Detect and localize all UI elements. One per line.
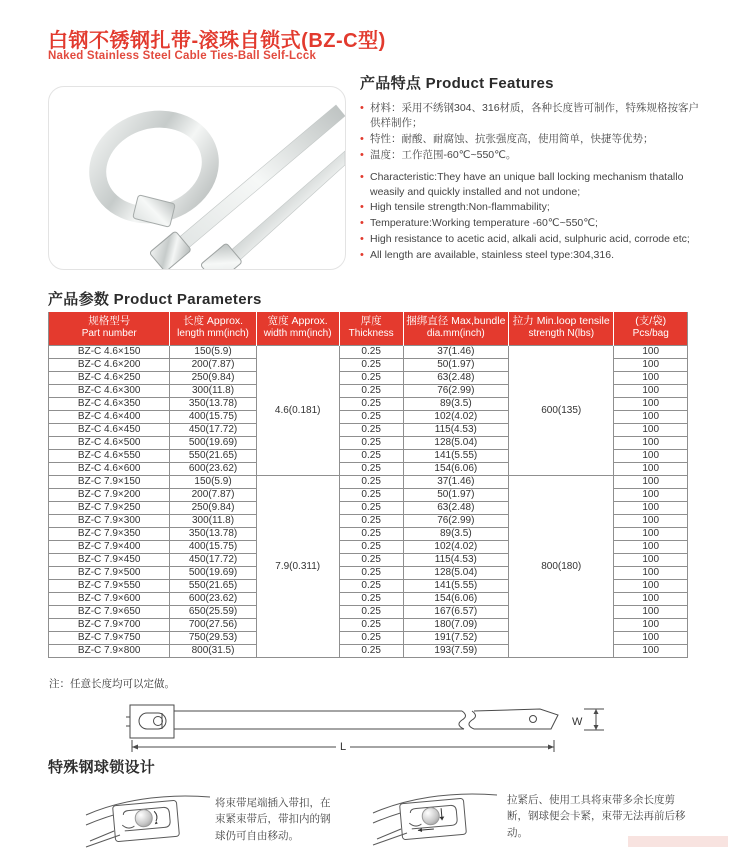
table-cell: 100: [614, 462, 688, 475]
table-cell: 100: [614, 605, 688, 618]
part-number-cell: BZ-C 4.6×450: [49, 423, 170, 436]
part-number-cell: BZ-C 7.9×550: [49, 579, 170, 592]
table-cell: 0.25: [339, 592, 403, 605]
part-number-cell: BZ-C 4.6×350: [49, 397, 170, 410]
part-number-cell: BZ-C 7.9×250: [49, 501, 170, 514]
feature-text: Temperature:Working temperature -60℃~550℃;: [370, 217, 598, 230]
table-cell: 250(9.84): [170, 371, 256, 384]
table-cell: 550(21.65): [170, 449, 256, 462]
table-cell: 100: [614, 436, 688, 449]
parameters-heading: 产品参数 Product Parameters: [48, 291, 262, 308]
part-number-cell: BZ-C 7.9×700: [49, 618, 170, 631]
table-body: [49, 345, 688, 657]
table-cell: 100: [614, 488, 688, 501]
table-cell: 100: [614, 618, 688, 631]
table-cell: 141(5.55): [403, 449, 508, 462]
ball-lock-step-1-caption: 将束带尾端插入带扣，在束紧束带后，带扣内的钢球仍可自由移动。: [215, 797, 331, 842]
table-cell: 0.25: [339, 358, 403, 371]
table-cell: 37(1.46): [403, 345, 508, 358]
table-cell: 500(19.69): [170, 436, 256, 449]
table-cell: 102(4.02): [403, 410, 508, 423]
table-cell: 167(6.57): [403, 605, 508, 618]
feature-item: [360, 132, 702, 147]
table-cell: 400(15.75): [170, 410, 256, 423]
table-cell: 115(4.53): [403, 553, 508, 566]
feature-text: 温度：工作范围-60℃~550℃。: [370, 148, 517, 161]
part-number-cell: BZ-C 4.6×150: [49, 345, 170, 358]
features-section: [360, 72, 702, 264]
table-cell: 600(23.62): [170, 462, 256, 475]
features-list: [360, 101, 702, 263]
table-cell: 100: [614, 631, 688, 644]
feature-item: [360, 232, 702, 247]
part-number-cell: BZ-C 4.6×550: [49, 449, 170, 462]
feature-text: All length are available, stainless steel type:304,316.: [370, 249, 614, 262]
feature-item: [360, 216, 702, 231]
page-title: 白钢不锈钢扎带-滚珠自锁式(BZ-C型): [48, 30, 386, 52]
part-number-cell: BZ-C 4.6×500: [49, 436, 170, 449]
table-cell: 76(2.99): [403, 384, 508, 397]
table-cell: 300(11.8): [170, 514, 256, 527]
table-cell: 141(5.55): [403, 579, 508, 592]
features-heading: 产品特点 Product Features: [360, 75, 554, 92]
table-cell: 37(1.46): [403, 475, 508, 488]
column-header: 捆绑直径 Max,bundle dia.mm(inch): [403, 312, 508, 345]
table-cell: 300(11.8): [170, 384, 256, 397]
table-cell: 0.25: [339, 605, 403, 618]
table-cell: 89(3.5): [403, 527, 508, 540]
table-cell: 700(27.56): [170, 618, 256, 631]
bullet-icon: [360, 101, 370, 131]
table-cell: 100: [614, 644, 688, 657]
feature-text: High tensile strength:Non-flammability;: [370, 201, 550, 214]
table-cell: 100: [614, 358, 688, 371]
feature-text: 特性：耐酸、耐腐蚀、抗张强度高，使用简单，快捷等优势；: [370, 132, 654, 145]
table-cell: 89(3.5): [403, 397, 508, 410]
table-cell: 0.25: [339, 423, 403, 436]
column-header: 长度 Approx. length mm(inch): [170, 312, 256, 345]
table-cell: 200(7.87): [170, 358, 256, 371]
column-header: 拉力 Min.loop tensile strength N(lbs): [509, 312, 614, 345]
table-row: [49, 345, 688, 358]
table-cell: 100: [614, 566, 688, 579]
table-cell: 100: [614, 592, 688, 605]
column-header: 厚度 Thickness: [339, 312, 403, 345]
part-number-cell: BZ-C 4.6×300: [49, 384, 170, 397]
bullet-icon: [360, 170, 370, 200]
ball-lock-step-2-caption: 拉紧后、使用工具将束带多余长度剪断，钢球便会卡紧，束带无法再前后移动。: [507, 794, 686, 839]
table-cell: 193(7.59): [403, 644, 508, 657]
merged-width-cell: 4.6(0.181): [256, 345, 339, 475]
part-number-cell: BZ-C 7.9×500: [49, 566, 170, 579]
product-photo: [48, 86, 346, 270]
table-cell: 500(19.69): [170, 566, 256, 579]
table-cell: 750(29.53): [170, 631, 256, 644]
feature-item: [360, 101, 702, 131]
table-cell: 50(1.97): [403, 358, 508, 371]
length-dimension-label: L: [340, 741, 347, 753]
table-cell: 0.25: [339, 644, 403, 657]
table-cell: 450(17.72): [170, 423, 256, 436]
table-cell: 115(4.53): [403, 423, 508, 436]
merged-width-cell: 7.9(0.311): [256, 475, 339, 657]
table-note: 注：任意长度均可以定做。: [49, 678, 175, 690]
merged-strength-cell: 600(135): [509, 345, 614, 475]
table-cell: 100: [614, 371, 688, 384]
feature-text: Characteristic:They have an unique ball locking mechanism thatallo weasily and quickly installed and not undone;: [370, 170, 684, 198]
table-cell: 350(13.78): [170, 527, 256, 540]
table-cell: 100: [614, 384, 688, 397]
table-cell: 600(23.62): [170, 592, 256, 605]
table-cell: 100: [614, 410, 688, 423]
buckle-free-ball-icon: [84, 789, 212, 849]
table-cell: 0.25: [339, 527, 403, 540]
table-cell: 128(5.04): [403, 566, 508, 579]
feature-item: [360, 148, 702, 163]
table-cell: 100: [614, 423, 688, 436]
buckle-locked-ball-icon: [371, 787, 499, 847]
table-row: [49, 475, 688, 488]
table-cell: 0.25: [339, 566, 403, 579]
part-number-cell: BZ-C 4.6×600: [49, 462, 170, 475]
table-cell: 0.25: [339, 384, 403, 397]
table-cell: 0.25: [339, 462, 403, 475]
table-cell: 154(6.06): [403, 592, 508, 605]
feature-item: [360, 170, 702, 200]
table-cell: 0.25: [339, 501, 403, 514]
bullet-icon: [360, 132, 370, 147]
table-cell: 100: [614, 540, 688, 553]
table-cell: 350(13.78): [170, 397, 256, 410]
table-cell: 154(6.06): [403, 462, 508, 475]
feature-text: High resistance to acetic acid, alkali acid, sulphuric acid, corrode etc;: [370, 233, 690, 246]
table-cell: 0.25: [339, 397, 403, 410]
page-subtitle: Naked Stainless Steel Cable Ties-Ball Self-Lcck: [48, 50, 317, 62]
table-cell: 0.25: [339, 371, 403, 384]
table-cell: 400(15.75): [170, 540, 256, 553]
bullet-icon: [360, 248, 370, 263]
cable-tie-outline-icon: [102, 698, 618, 758]
table-cell: 100: [614, 501, 688, 514]
table-cell: 191(7.52): [403, 631, 508, 644]
width-dimension-label: W: [572, 716, 583, 728]
table-cell: 100: [614, 553, 688, 566]
table-cell: 450(17.72): [170, 553, 256, 566]
table-cell: 550(21.65): [170, 579, 256, 592]
table-cell: 100: [614, 397, 688, 410]
table-cell: 0.25: [339, 553, 403, 566]
table-cell: 650(25.59): [170, 605, 256, 618]
table-cell: 100: [614, 579, 688, 592]
feature-text: 材料：采用不绣钢304、316材质，各种长度皆可制作，特殊规格按客户 供样制作；: [370, 102, 700, 129]
table-cell: 63(2.48): [403, 371, 508, 384]
merged-strength-cell: 800(180): [509, 475, 614, 657]
part-number-cell: BZ-C 4.6×400: [49, 410, 170, 423]
ball-lock-heading: 特殊钢球锁设计: [48, 759, 156, 776]
bullet-icon: [360, 232, 370, 247]
bullet-icon: [360, 200, 370, 215]
ball-lock-illustration-2: [371, 787, 499, 847]
part-number-cell: BZ-C 7.9×150: [49, 475, 170, 488]
part-number-cell: BZ-C 7.9×400: [49, 540, 170, 553]
table-cell: 180(7.09): [403, 618, 508, 631]
table-cell: 250(9.84): [170, 501, 256, 514]
table-cell: 100: [614, 514, 688, 527]
table-cell: 100: [614, 527, 688, 540]
table-cell: 150(5.9): [170, 475, 256, 488]
corner-watermark: [628, 836, 728, 847]
column-header: (支/袋) Pcs/bag: [614, 312, 688, 345]
part-number-cell: BZ-C 4.6×250: [49, 371, 170, 384]
table-cell: 76(2.99): [403, 514, 508, 527]
column-header: 规格型号 Part number: [49, 312, 170, 345]
table-cell: 100: [614, 475, 688, 488]
dimension-drawing: [102, 698, 618, 758]
part-number-cell: BZ-C 4.6×200: [49, 358, 170, 371]
part-number-cell: BZ-C 7.9×200: [49, 488, 170, 501]
table-cell: 0.25: [339, 410, 403, 423]
feature-item: [360, 248, 702, 263]
table-cell: 100: [614, 345, 688, 358]
table-cell: 102(4.02): [403, 540, 508, 553]
cable-ties-photo-illustration: [49, 87, 345, 269]
feature-item: [360, 200, 702, 215]
table-cell: 0.25: [339, 488, 403, 501]
part-number-cell: BZ-C 7.9×750: [49, 631, 170, 644]
table-cell: 150(5.9): [170, 345, 256, 358]
table-cell: 128(5.04): [403, 436, 508, 449]
parameters-table: [48, 312, 688, 658]
table-cell: 0.25: [339, 345, 403, 358]
table-cell: 100: [614, 449, 688, 462]
table-cell: 0.25: [339, 579, 403, 592]
table-cell: 0.25: [339, 631, 403, 644]
part-number-cell: BZ-C 7.9×350: [49, 527, 170, 540]
column-header: 宽度 Approx. width mm(inch): [256, 312, 339, 345]
part-number-cell: BZ-C 7.9×450: [49, 553, 170, 566]
part-number-cell: BZ-C 7.9×600: [49, 592, 170, 605]
table-cell: 0.25: [339, 436, 403, 449]
table-cell: 0.25: [339, 475, 403, 488]
table-cell: 63(2.48): [403, 501, 508, 514]
table-cell: 800(31.5): [170, 644, 256, 657]
part-number-cell: BZ-C 7.9×300: [49, 514, 170, 527]
table-cell: 0.25: [339, 514, 403, 527]
table-cell: 0.25: [339, 449, 403, 462]
ball-lock-illustration-1: [84, 789, 212, 849]
table-cell: 0.25: [339, 618, 403, 631]
table-cell: 0.25: [339, 540, 403, 553]
table-cell: 200(7.87): [170, 488, 256, 501]
part-number-cell: BZ-C 7.9×800: [49, 644, 170, 657]
table-cell: 50(1.97): [403, 488, 508, 501]
bullet-icon: [360, 216, 370, 231]
part-number-cell: BZ-C 7.9×650: [49, 605, 170, 618]
table-header-row: [49, 312, 688, 345]
bullet-icon: [360, 148, 370, 163]
